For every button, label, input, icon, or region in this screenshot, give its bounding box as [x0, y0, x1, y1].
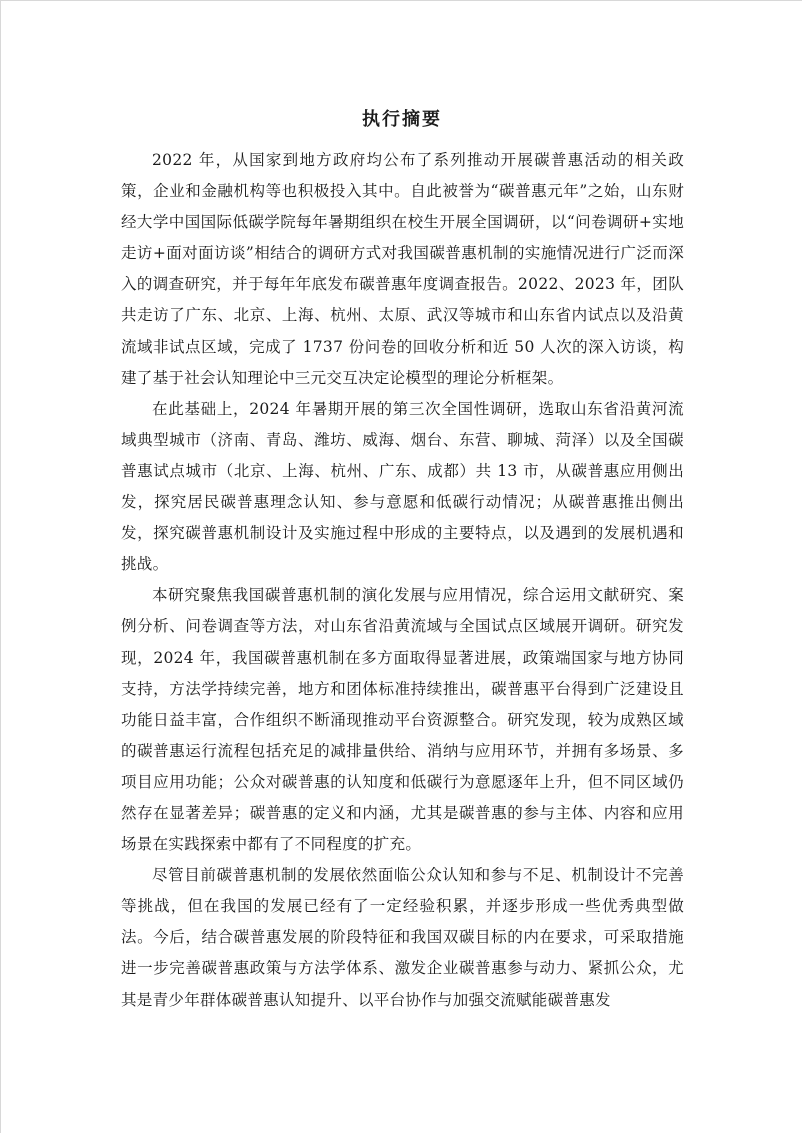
page-title: 执行摘要 [362, 109, 442, 130]
paragraph-2024-survey: 在此基础上，2024 年暑期开展的第三次全国性调研，选取山东省沿黄河流域典型城市（济南、青岛、潍坊、威海、烟台、东营、聊城、菏泽）以及全国碳普惠试点城市（北京、上海、杭州、广东、成都）共 13 市，从碳普惠应用侧出发，探究居民碳普惠理念认知、参与意愿和低碳行动情况；从碳普惠推出侧出发，探究碳普惠机制设计及实施过程中形成的主要特点，以及遇到的发展机遇和挑战。 [121, 399, 684, 574]
paragraph-policy-background: 2022 年，从国家到地方政府均公布了系列推动开展碳普惠活动的相关政策，企业和金融机构等也积极投入其中。自此被誉为“碳普惠元年”之始，山东财经大学中国国际低碳学院每年暑期组织在校生开展全国调研，以“问卷调研+实地走访+面对面访谈”相结合的调研方式对我国碳普惠机制的实施情况进行广泛而深入的调查研究，并于每年年底发布碳普惠年度调查报告。2022、2023 年，团队共走访了广东、北京、上海、杭州、太原、武汉等城市和山东省内试点以及沿黄流域非试点区域，完成了 1737 份问卷的回收分析和近 50 人次的深入访谈，构建了基于社会认知理论中三元交互决定论模型的理论分析框架。 [121, 151, 684, 387]
paragraph-research-findings: 本研究聚焦我国碳普惠机制的演化发展与应用情况，综合运用文献研究、案例分析、问卷调查等方法，对山东省沿黄流域与全国试点区域展开调研。研究发现，2024 年，我国碳普惠机制在多方面取得显著进展，政策端国家与地方协同支持，方法学持续完善，地方和团体标准持续推出，碳普惠平台得到广泛建设且功能日益丰富，合作组织不断涌现推动平台资源整合。研究发现，较为成熟区域的碳普惠运行流程包括充足的减排量供给、消纳与应用环节，并拥有多场景、多项目应用功能；公众对碳普惠的认知度和低碳行为意愿逐年上升，但不同区域仍然存在显著差异；碳普惠的定义和内涵，尤其是碳普惠的参与主体、内容和应用场景在实践探索中都有了不同程度的扩充。 [121, 586, 684, 854]
paragraph-challenges-recommendations: 尽管目前碳普惠机制的发展依然面临公众认知和参与不足、机制设计不完善等挑战，但在我国的发展已经有了一定经验积累，并逐步形成一些优秀典型做法。今后，结合碳普惠发展的阶段特征和我国双碳目标的内在要求，可采取措施进一步完善碳普惠政策与方法学体系、激发企业碳普惠参与动力、紧抓公众，尤其是青少年群体碳普惠认知提升、以平台协作与加强交流赋能碳普惠发 [121, 866, 684, 1009]
summary-body [121, 145, 684, 1016]
